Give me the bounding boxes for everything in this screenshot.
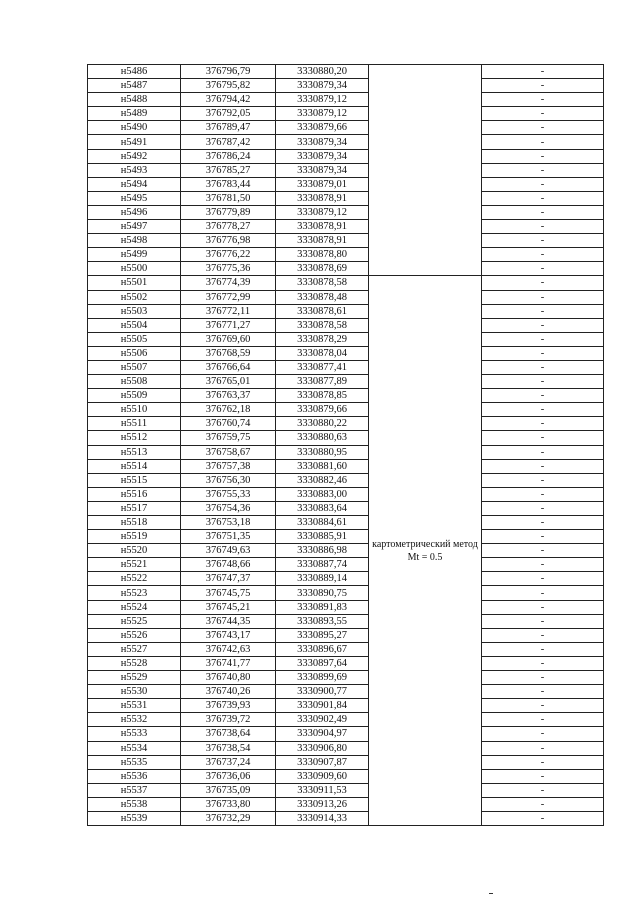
y-coordinate-cell: 3330880,20 [276, 65, 369, 79]
table-row [88, 741, 604, 755]
y-coordinate-cell: 3330882,46 [276, 473, 369, 487]
y-coordinate-cell: 3330907,87 [276, 755, 369, 769]
y-coordinate-cell: 3330914,33 [276, 811, 369, 825]
x-coordinate-cell: 376774,39 [181, 276, 276, 290]
table-row [88, 516, 604, 530]
y-coordinate-cell: 3330889,14 [276, 572, 369, 586]
y-coordinate-cell: 3330893,55 [276, 614, 369, 628]
table-row [88, 318, 604, 332]
table-row [88, 699, 604, 713]
accuracy-cell: - [482, 205, 604, 219]
accuracy-cell: - [482, 530, 604, 544]
accuracy-cell: - [482, 811, 604, 825]
x-coordinate-cell: 376757,38 [181, 459, 276, 473]
point-id-cell: н5499 [88, 248, 181, 262]
y-coordinate-cell: 3330902,49 [276, 713, 369, 727]
accuracy-cell: - [482, 304, 604, 318]
y-coordinate-cell: 3330883,64 [276, 501, 369, 515]
accuracy-cell: - [482, 248, 604, 262]
coordinates-table [87, 64, 604, 826]
x-coordinate-cell: 376745,21 [181, 600, 276, 614]
accuracy-cell: - [482, 685, 604, 699]
y-coordinate-cell: 3330878,80 [276, 248, 369, 262]
x-coordinate-cell: 376792,05 [181, 107, 276, 121]
point-id-cell: н5535 [88, 755, 181, 769]
accuracy-cell: - [482, 177, 604, 191]
x-coordinate-cell: 376751,35 [181, 530, 276, 544]
point-id-cell: н5520 [88, 544, 181, 558]
y-coordinate-cell: 3330890,75 [276, 586, 369, 600]
table-row [88, 614, 604, 628]
point-id-cell: н5530 [88, 685, 181, 699]
accuracy-cell: - [482, 220, 604, 234]
accuracy-cell: - [482, 445, 604, 459]
point-id-cell: н5505 [88, 332, 181, 346]
table-row [88, 234, 604, 248]
table-row [88, 177, 604, 191]
table-row [88, 797, 604, 811]
accuracy-cell: - [482, 558, 604, 572]
x-coordinate-cell: 376772,11 [181, 304, 276, 318]
x-coordinate-cell: 376768,59 [181, 346, 276, 360]
x-coordinate-cell: 376744,35 [181, 614, 276, 628]
point-id-cell: н5486 [88, 65, 181, 79]
accuracy-cell: - [482, 797, 604, 811]
y-coordinate-cell: 3330891,83 [276, 600, 369, 614]
table-row [88, 628, 604, 642]
x-coordinate-cell: 376753,18 [181, 516, 276, 530]
x-coordinate-cell: 376776,98 [181, 234, 276, 248]
x-coordinate-cell: 376785,27 [181, 163, 276, 177]
x-coordinate-cell: 376775,36 [181, 262, 276, 276]
y-coordinate-cell: 3330895,27 [276, 628, 369, 642]
y-coordinate-cell: 3330878,58 [276, 276, 369, 290]
point-id-cell: н5521 [88, 558, 181, 572]
x-coordinate-cell: 376740,80 [181, 671, 276, 685]
table-row [88, 389, 604, 403]
table-row [88, 248, 604, 262]
point-id-cell: н5529 [88, 671, 181, 685]
accuracy-cell: - [482, 656, 604, 670]
y-coordinate-cell: 3330879,34 [276, 149, 369, 163]
x-coordinate-cell: 376789,47 [181, 121, 276, 135]
x-coordinate-cell: 376754,36 [181, 501, 276, 515]
y-coordinate-cell: 3330879,66 [276, 121, 369, 135]
y-coordinate-cell: 3330886,98 [276, 544, 369, 558]
point-id-cell: н5489 [88, 107, 181, 121]
accuracy-cell: - [482, 628, 604, 642]
table-row [88, 403, 604, 417]
point-id-cell: н5516 [88, 487, 181, 501]
x-coordinate-cell: 376747,37 [181, 572, 276, 586]
table-row [88, 642, 604, 656]
accuracy-cell: - [482, 713, 604, 727]
accuracy-cell: - [482, 360, 604, 374]
x-coordinate-cell: 376781,50 [181, 191, 276, 205]
point-id-cell: н5504 [88, 318, 181, 332]
x-coordinate-cell: 376739,72 [181, 713, 276, 727]
point-id-cell: н5497 [88, 220, 181, 234]
y-coordinate-cell: 3330897,64 [276, 656, 369, 670]
table-row [88, 685, 604, 699]
table-row [88, 572, 604, 586]
y-coordinate-cell: 3330878,85 [276, 389, 369, 403]
y-coordinate-cell: 3330878,29 [276, 332, 369, 346]
table-row [88, 262, 604, 276]
accuracy-cell: - [482, 276, 604, 290]
y-coordinate-cell: 3330878,04 [276, 346, 369, 360]
accuracy-cell: - [482, 163, 604, 177]
point-id-cell: н5491 [88, 135, 181, 149]
x-coordinate-cell: 376733,80 [181, 797, 276, 811]
x-coordinate-cell: 376786,24 [181, 149, 276, 163]
table-row [88, 671, 604, 685]
x-coordinate-cell: 376748,66 [181, 558, 276, 572]
point-id-cell: н5509 [88, 389, 181, 403]
x-coordinate-cell: 376765,01 [181, 375, 276, 389]
table-row [88, 163, 604, 177]
y-coordinate-cell: 3330878,91 [276, 191, 369, 205]
point-id-cell: н5534 [88, 741, 181, 755]
point-id-cell: н5498 [88, 234, 181, 248]
table-row [88, 755, 604, 769]
y-coordinate-cell: 3330883,00 [276, 487, 369, 501]
x-coordinate-cell: 376759,75 [181, 431, 276, 445]
x-coordinate-cell: 376741,77 [181, 656, 276, 670]
point-id-cell: н5501 [88, 276, 181, 290]
table-row [88, 107, 604, 121]
table-row [88, 586, 604, 600]
y-coordinate-cell: 3330877,41 [276, 360, 369, 374]
point-id-cell: н5538 [88, 797, 181, 811]
point-id-cell: н5527 [88, 642, 181, 656]
point-id-cell: н5528 [88, 656, 181, 670]
table-row [88, 713, 604, 727]
y-coordinate-cell: 3330899,69 [276, 671, 369, 685]
point-id-cell: н5507 [88, 360, 181, 374]
y-coordinate-cell: 3330878,58 [276, 318, 369, 332]
table-row [88, 290, 604, 304]
table-row [88, 79, 604, 93]
y-coordinate-cell: 3330879,12 [276, 205, 369, 219]
table-row [88, 811, 604, 825]
table-row [88, 656, 604, 670]
x-coordinate-cell: 376742,63 [181, 642, 276, 656]
y-coordinate-cell: 3330879,12 [276, 107, 369, 121]
x-coordinate-cell: 376749,63 [181, 544, 276, 558]
table-row [88, 375, 604, 389]
table-row [88, 276, 604, 290]
table-row [88, 332, 604, 346]
y-coordinate-cell: 3330896,67 [276, 642, 369, 656]
point-id-cell: н5492 [88, 149, 181, 163]
y-coordinate-cell: 3330878,91 [276, 234, 369, 248]
accuracy-cell: - [482, 459, 604, 473]
accuracy-cell: - [482, 614, 604, 628]
y-coordinate-cell: 3330879,34 [276, 135, 369, 149]
y-coordinate-cell: 3330900,77 [276, 685, 369, 699]
accuracy-cell: - [482, 431, 604, 445]
accuracy-cell: - [482, 107, 604, 121]
table-row [88, 93, 604, 107]
x-coordinate-cell: 376738,64 [181, 727, 276, 741]
y-coordinate-cell: 3330879,66 [276, 403, 369, 417]
point-id-cell: н5515 [88, 473, 181, 487]
x-coordinate-cell: 376783,44 [181, 177, 276, 191]
x-coordinate-cell: 376738,54 [181, 741, 276, 755]
point-id-cell: н5508 [88, 375, 181, 389]
accuracy-cell: - [482, 65, 604, 79]
accuracy-cell: - [482, 318, 604, 332]
y-coordinate-cell: 3330878,61 [276, 304, 369, 318]
table-row [88, 600, 604, 614]
y-coordinate-cell: 3330884,61 [276, 516, 369, 530]
point-id-cell: н5487 [88, 79, 181, 93]
x-coordinate-cell: 376779,89 [181, 205, 276, 219]
x-coordinate-cell: 376776,22 [181, 248, 276, 262]
x-coordinate-cell: 376743,17 [181, 628, 276, 642]
point-id-cell: н5514 [88, 459, 181, 473]
y-coordinate-cell: 3330878,48 [276, 290, 369, 304]
x-coordinate-cell: 376769,60 [181, 332, 276, 346]
table-row [88, 769, 604, 783]
table-row [88, 727, 604, 741]
x-coordinate-cell: 376739,93 [181, 699, 276, 713]
point-id-cell: н5526 [88, 628, 181, 642]
point-id-cell: н5496 [88, 205, 181, 219]
table-row [88, 487, 604, 501]
accuracy-cell: - [482, 544, 604, 558]
point-id-cell: н5513 [88, 445, 181, 459]
accuracy-cell: - [482, 93, 604, 107]
x-coordinate-cell: 376771,27 [181, 318, 276, 332]
y-coordinate-cell: 3330904,97 [276, 727, 369, 741]
accuracy-cell: - [482, 501, 604, 515]
accuracy-cell: - [482, 389, 604, 403]
accuracy-cell: - [482, 234, 604, 248]
method-cell-empty [369, 65, 482, 276]
y-coordinate-cell: 3330879,34 [276, 79, 369, 93]
point-id-cell: н5510 [88, 403, 181, 417]
point-id-cell: н5533 [88, 727, 181, 741]
x-coordinate-cell: 376760,74 [181, 417, 276, 431]
point-id-cell: н5517 [88, 501, 181, 515]
x-coordinate-cell: 376732,29 [181, 811, 276, 825]
table-row [88, 121, 604, 135]
point-id-cell: н5523 [88, 586, 181, 600]
table-row [88, 205, 604, 219]
table-row [88, 783, 604, 797]
x-coordinate-cell: 376766,64 [181, 360, 276, 374]
point-id-cell: н5524 [88, 600, 181, 614]
x-coordinate-cell: 376763,37 [181, 389, 276, 403]
table-row [88, 135, 604, 149]
accuracy-cell: - [482, 572, 604, 586]
x-coordinate-cell: 376796,79 [181, 65, 276, 79]
point-id-cell: н5518 [88, 516, 181, 530]
accuracy-cell: - [482, 262, 604, 276]
accuracy-cell: - [482, 121, 604, 135]
document-page [87, 64, 604, 826]
x-coordinate-cell: 376755,33 [181, 487, 276, 501]
accuracy-cell: - [482, 671, 604, 685]
point-id-cell: н5539 [88, 811, 181, 825]
accuracy-cell: - [482, 586, 604, 600]
point-id-cell: н5525 [88, 614, 181, 628]
accuracy-cell: - [482, 487, 604, 501]
point-id-cell: н5500 [88, 262, 181, 276]
accuracy-cell: - [482, 403, 604, 417]
y-coordinate-cell: 3330879,34 [276, 163, 369, 177]
accuracy-cell: - [482, 783, 604, 797]
accuracy-cell: - [482, 769, 604, 783]
point-id-cell: н5512 [88, 431, 181, 445]
accuracy-cell: - [482, 516, 604, 530]
point-id-cell: н5502 [88, 290, 181, 304]
point-id-cell: н5519 [88, 530, 181, 544]
y-coordinate-cell: 3330879,01 [276, 177, 369, 191]
y-coordinate-cell: 3330878,69 [276, 262, 369, 276]
table-row [88, 558, 604, 572]
x-coordinate-cell: 376740,26 [181, 685, 276, 699]
table-row [88, 459, 604, 473]
y-coordinate-cell: 3330913,26 [276, 797, 369, 811]
y-coordinate-cell: 3330878,91 [276, 220, 369, 234]
y-coordinate-cell: 3330906,80 [276, 741, 369, 755]
accuracy-cell: - [482, 79, 604, 93]
table-row [88, 360, 604, 374]
point-id-cell: н5532 [88, 713, 181, 727]
accuracy-cell: - [482, 727, 604, 741]
x-coordinate-cell: 376762,18 [181, 403, 276, 417]
point-id-cell: н5536 [88, 769, 181, 783]
y-coordinate-cell: 3330881,60 [276, 459, 369, 473]
accuracy-cell: - [482, 642, 604, 656]
accuracy-cell: - [482, 375, 604, 389]
accuracy-cell: - [482, 473, 604, 487]
point-id-cell: н5506 [88, 346, 181, 360]
y-coordinate-cell: 3330909,60 [276, 769, 369, 783]
point-id-cell: н5493 [88, 163, 181, 177]
y-coordinate-cell: 3330880,63 [276, 431, 369, 445]
y-coordinate-cell: 3330901,84 [276, 699, 369, 713]
x-coordinate-cell: 376778,27 [181, 220, 276, 234]
point-id-cell: н5531 [88, 699, 181, 713]
y-coordinate-cell: 3330877,89 [276, 375, 369, 389]
x-coordinate-cell: 376758,67 [181, 445, 276, 459]
table-row [88, 346, 604, 360]
accuracy-cell: - [482, 755, 604, 769]
accuracy-cell: - [482, 332, 604, 346]
accuracy-cell: - [482, 290, 604, 304]
point-id-cell: н5494 [88, 177, 181, 191]
scan-speck [489, 893, 493, 894]
table-row [88, 220, 604, 234]
point-id-cell: н5495 [88, 191, 181, 205]
coordinates-table-body [88, 65, 604, 826]
table-row [88, 65, 604, 79]
accuracy-cell: - [482, 417, 604, 431]
point-id-cell: н5503 [88, 304, 181, 318]
x-coordinate-cell: 376795,82 [181, 79, 276, 93]
accuracy-cell: - [482, 699, 604, 713]
point-id-cell: н5522 [88, 572, 181, 586]
x-coordinate-cell: 376735,09 [181, 783, 276, 797]
y-coordinate-cell: 3330911,53 [276, 783, 369, 797]
x-coordinate-cell: 376745,75 [181, 586, 276, 600]
point-id-cell: н5488 [88, 93, 181, 107]
table-row [88, 544, 604, 558]
x-coordinate-cell: 376756,30 [181, 473, 276, 487]
y-coordinate-cell: 3330880,95 [276, 445, 369, 459]
table-row [88, 530, 604, 544]
point-id-cell: н5511 [88, 417, 181, 431]
point-id-cell: н5537 [88, 783, 181, 797]
accuracy-cell: - [482, 149, 604, 163]
table-row [88, 501, 604, 515]
table-row [88, 473, 604, 487]
y-coordinate-cell: 3330885,91 [276, 530, 369, 544]
point-id-cell: н5490 [88, 121, 181, 135]
x-coordinate-cell: 376772,99 [181, 290, 276, 304]
accuracy-cell: - [482, 191, 604, 205]
x-coordinate-cell: 376737,24 [181, 755, 276, 769]
accuracy-cell: - [482, 600, 604, 614]
accuracy-cell: - [482, 135, 604, 149]
y-coordinate-cell: 3330879,12 [276, 93, 369, 107]
accuracy-cell: - [482, 741, 604, 755]
x-coordinate-cell: 376794,42 [181, 93, 276, 107]
table-row [88, 191, 604, 205]
table-row [88, 149, 604, 163]
table-row [88, 445, 604, 459]
table-row [88, 417, 604, 431]
x-coordinate-cell: 376736,06 [181, 769, 276, 783]
method-cell: картометрический метод Mt = 0.5 [369, 276, 482, 826]
accuracy-cell: - [482, 346, 604, 360]
x-coordinate-cell: 376787,42 [181, 135, 276, 149]
y-coordinate-cell: 3330880,22 [276, 417, 369, 431]
y-coordinate-cell: 3330887,74 [276, 558, 369, 572]
table-row [88, 304, 604, 318]
table-row [88, 431, 604, 445]
